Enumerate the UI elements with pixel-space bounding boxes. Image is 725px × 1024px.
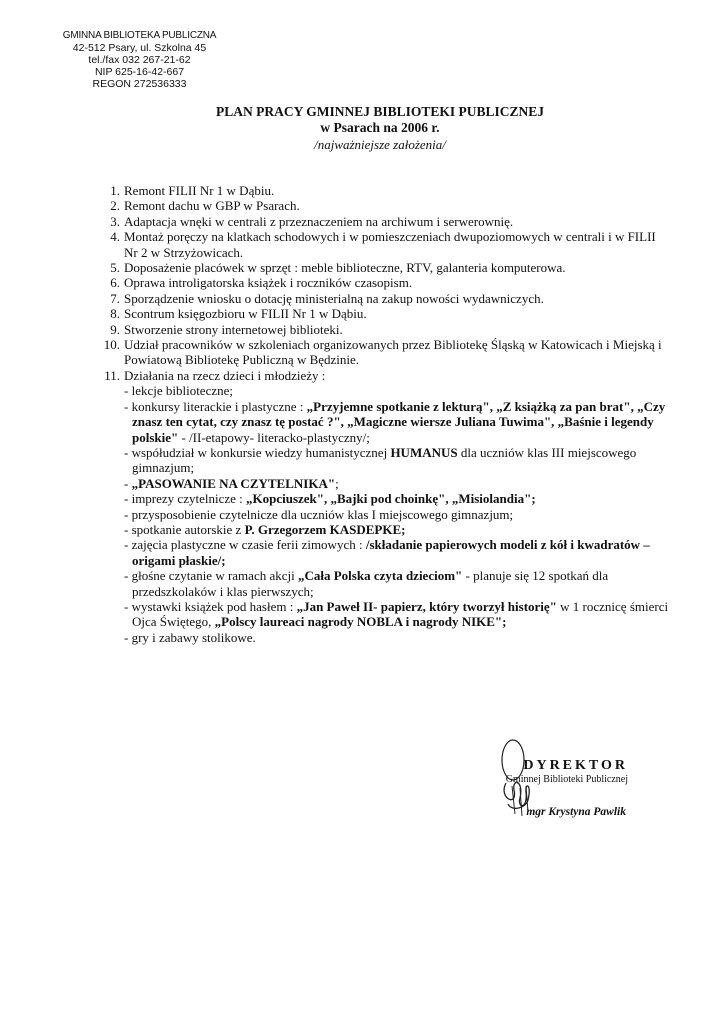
document-title xyxy=(130,104,630,154)
activity-item: - „PASOWANIE NA CZYTELNIKA"; xyxy=(124,475,339,491)
plan-item: 10. Udział pracowników w szkoleniach organizowanych przez Bibliotekę Śląską w Katowicach i Miejską i Powiatową Bibliotekę Publiczną w Będzinie. xyxy=(103,337,662,368)
plan-item: 7. Sporządzenie wniosku o dotację ministerialną na zakup nowości wydawniczych. xyxy=(110,290,544,306)
letterhead-address: 42-512 Psary, ul. Szkolna 45 xyxy=(72,42,207,54)
letterhead-nip: NIP 625-16-42-667 xyxy=(94,66,185,78)
activity-item: - spotkanie autorskie z P. Grzegorzem KASDEPKE; xyxy=(124,521,406,537)
signature-name: mgr Krystyna Pawlik xyxy=(526,806,626,818)
activity-item: - głośne czytanie w ramach akcji „Cała Polska czyta dzieciom" - planuje się 12 spotkań dla przedszkolaków i klas pierwszych; xyxy=(124,568,609,599)
signature-org: Gminnej Biblioteki Publicznej xyxy=(505,774,628,785)
activity-item: - przysposobienie czytelnicze dla uczniów klas I miejscowego gimnazjum; xyxy=(124,506,514,522)
activity-item: - zajęcia plastyczne w czasie ferii zimowych : /składanie papierowych modeli z kół i kwadratów – origami płaskie/; xyxy=(124,537,650,568)
children-activities-list xyxy=(124,383,672,645)
activity-item: - konkursy literackie i plastyczne : „Przyjemne spotkanie z lekturą", „Z książką za pan brat", „Czy znasz ten cytat, czy znasz tę postać ?", „Magiczne wiersze Juliana Tuwima", „Baśnie i legendy polskie" - /II-etapowy- literacko-plastyczny/; xyxy=(124,398,666,445)
signature-title: DYREKTOR xyxy=(523,758,628,773)
letterhead-org: GMINNA BIBLIOTEKA PUBLICZNA xyxy=(62,30,217,41)
library-letterhead xyxy=(52,30,227,90)
plan-item: 1. Remont FILII Nr 1 w Dąbiu. xyxy=(110,183,275,198)
title-line-1: PLAN PRACY GMINNEJ BIBLIOTEKI PUBLICZNEJ xyxy=(215,104,545,119)
title-line-2: w Psarach na 2006 r. xyxy=(320,120,440,135)
plan-item: 8. Scontrum księgozbioru w FILII Nr 1 w Dąbiu. xyxy=(110,306,367,322)
activity-item: - współudział w konkursie wiedzy humanistycznej HUMANUS dla uczniów klas III miejscowego gimnazjum; xyxy=(124,444,637,476)
activity-item: - wystawki książek pod hasłem : „Jan Paweł II- papierz, który tworzył historię" w 1 rocznicę śmierci Ojca Świętego, „Polscy laureaci nagrody NOBLA i nagrody NIKE"; xyxy=(124,598,669,630)
activity-item: - imprezy czytelnicze : „Kopciuszek", „Bajki pod choinkę", „Misiolandia"; xyxy=(124,491,536,507)
activity-item: - lekcje biblioteczne; xyxy=(124,383,234,399)
plan-item: 5. Doposażenie placówek w sprzęt : meble biblioteczne, RTV, galanteria komputerowa. xyxy=(110,260,566,276)
plan-item: 3. Adaptacja wnęki w centrali z przeznaczeniem na archiwum i serwerownię. xyxy=(110,213,514,229)
letterhead-regon: REGON 272536333 xyxy=(92,78,187,90)
letterhead-phone: tel./fax 032 267-21-62 xyxy=(88,54,191,66)
plan-item: 9. Stworzenie strony internetowej biblioteki. xyxy=(110,321,343,337)
plan-item: 6. Oprawa introligatorska książek i roczników czasopism. xyxy=(110,275,413,291)
activity-item: - gry i zabawy stolikowe. xyxy=(124,629,256,645)
title-line-3: /najważniejsze założenia/ xyxy=(314,137,446,152)
plan-list xyxy=(92,183,672,645)
director-signature-block xyxy=(468,738,638,818)
plan-item: 2. Remont dachu w GBP w Psarach. xyxy=(110,198,300,214)
plan-item: 4. Montaż poręczy na klatkach schodowych i w pomieszczeniach dwupoziomowych w centrali i w FILII Nr 2 w Strzyżowicach. xyxy=(110,229,656,260)
plan-item: 11. Działania na rzecz dzieci i młodzieży : - lekcje biblioteczne; - konkursy literackie i plastyczne : „Przyjemne spotkanie z lekturą", „Z książką za pan brat", „Czy znasz ten cytat, czy znasz tę postać ?", „Magiczne wiersze Juliana Tuwima", „Baśnie i legendy polskie" - /II-etapowy- literacko-plastyczny/; - współudział w konkursie wiedzy humanistycznej HUMANUS dla uczniów klas III miejscowego gimnazjum; - „PASOWANIE NA CZYTELNIKA"; - imprezy czytelnicze : „Kopciuszek", „Bajki pod choinkę", „Misiolandia"; - przysposobienie czytelnicze dla uczniów klas I miejscowego gimnazjum; - spotkanie autorskie z P. Grzegorzem KASDEPKE; - zajęcia plastyczne w czasie ferii zimowych : /składanie papierowych modeli z kół i kwadratów – origami płaskie/; - głośne czytanie w ramach akcji „Cała Polska czyta dzieciom" - planuje się 12 spotkań dla przedszkolaków i klas pierwszych; - wystawki książek pod hasłem : „Jan Paweł II- papierz, który tworzył historię" w 1 rocznicę śmierci Ojca Świętego, „Polscy laureaci nagrody NOBLA i nagrody NIKE"; - gry i zabawy stolikowe. xyxy=(92,368,672,645)
